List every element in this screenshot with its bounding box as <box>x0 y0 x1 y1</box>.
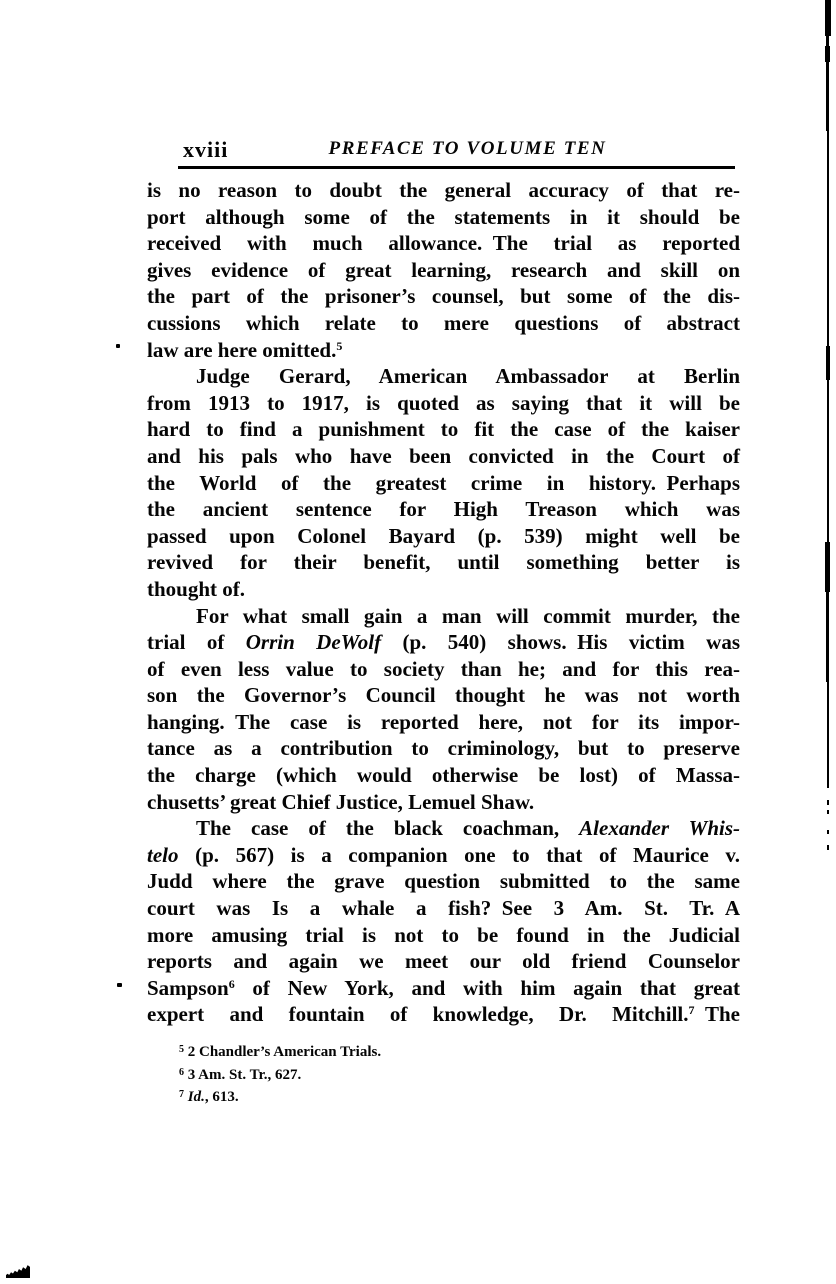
text-segment: law are here omitted. <box>147 337 337 362</box>
scan-edge-line <box>825 46 830 62</box>
footnote-marker: 5 <box>336 338 343 353</box>
scan-corner-blob <box>6 1263 30 1278</box>
text-segment: The case of the black coachman, <box>196 816 580 841</box>
footnotes <box>179 1041 659 1109</box>
text-line <box>147 1001 740 1028</box>
text-line <box>147 576 740 603</box>
text-line <box>147 523 740 550</box>
text-line <box>147 390 740 417</box>
text-segment: Judge Gerard, American Ambassador at Berlin <box>196 364 740 389</box>
text-segment: cussions which relate to mere questions of abstract <box>147 310 740 335</box>
paragraph <box>147 603 740 816</box>
text-line <box>147 629 740 656</box>
scan-speck <box>117 983 122 987</box>
text-line <box>147 470 740 497</box>
text-segment: (p. 567) is a companion one to that of Maurice v. <box>178 842 740 867</box>
footnote-line <box>179 1064 659 1087</box>
text-segment: the part of the prisoner’s counsel, but some of the dis- <box>147 284 740 309</box>
running-title: PREFACE TO VOLUME TEN <box>328 138 607 159</box>
text-line <box>147 230 740 257</box>
text-segment: Orrin DeWolf <box>245 630 382 655</box>
text-line <box>147 204 740 231</box>
text-segment: port although some of the statements in it should be <box>147 204 740 229</box>
text-segment: more amusing trial is not to be found in the Judicial <box>147 922 740 947</box>
text-line <box>147 762 740 789</box>
text-segment: The <box>694 1002 740 1027</box>
scan-edge-line <box>827 682 829 788</box>
footnote-line <box>179 1041 659 1064</box>
text-line <box>147 868 740 895</box>
text-segment: and his pals who have been convicted in the Court of <box>147 443 740 468</box>
text-segment: hard to find a punishment to fit the case of the kaiser <box>147 417 740 442</box>
text-line <box>147 922 740 949</box>
text-line <box>147 789 740 816</box>
text-segment: the charge (which would otherwise be lost) of Massa- <box>147 763 740 788</box>
text-line <box>147 895 740 922</box>
running-header <box>183 136 734 162</box>
text-segment: gives evidence of great learning, research and skill on <box>147 257 740 282</box>
text-line <box>147 337 740 364</box>
text-segment: hanging. The case is reported here, not for its impor- <box>147 709 740 734</box>
scan-speck <box>116 344 120 348</box>
text-segment: 2 Chandler’s American Trials. <box>184 1044 382 1060</box>
scan-edge-dot <box>827 810 829 814</box>
body-text <box>147 177 740 1028</box>
text-line <box>147 709 740 736</box>
scan-edge-dot <box>827 830 829 834</box>
text-segment: tance as a contribution to criminology, but to preserve <box>147 736 740 761</box>
text-line <box>147 310 740 337</box>
text-segment: thought of. <box>147 576 246 601</box>
text-segment: of New York, and with him again that great <box>234 975 740 1000</box>
text-segment: telo <box>147 842 179 867</box>
text-segment: Id. <box>187 1089 205 1105</box>
text-segment: Alexander Whis- <box>579 816 740 841</box>
footnote-marker: 6 <box>179 1066 184 1078</box>
text-line <box>147 603 740 630</box>
paragraph <box>147 363 740 602</box>
text-segment: For what small gain a man will commit murder, the <box>196 603 740 628</box>
text-segment: from 1913 to 1917, is quoted as saying that it will be <box>147 390 740 415</box>
text-line <box>147 549 740 576</box>
scan-edge-line <box>825 0 831 36</box>
text-line <box>147 177 740 204</box>
text-segment: , 613. <box>204 1089 239 1105</box>
footnote-line <box>179 1086 659 1109</box>
text-segment: court was Is a whale a fish? See 3 Am. St. Tr. A <box>147 896 740 921</box>
footnote-marker: 6 <box>228 976 235 991</box>
paragraph <box>147 815 740 1028</box>
text-line <box>147 656 740 683</box>
text-line <box>147 735 740 762</box>
scan-edge-dot <box>827 800 829 805</box>
scan-edge-line <box>827 131 829 346</box>
text-line <box>147 496 740 523</box>
text-segment: trial of <box>147 630 246 655</box>
text-line <box>147 283 740 310</box>
scan-edge-line <box>826 592 829 682</box>
header-rule <box>178 166 735 169</box>
text-segment: Sampson <box>147 975 229 1000</box>
scan-edge-line <box>827 380 829 542</box>
text-segment: passed upon Colonel Bayard (p. 539) might well be <box>147 523 740 548</box>
text-segment: of even less value to society than he; and for this rea- <box>147 656 740 681</box>
text-segment: Judd where the grave question submitted to the same <box>147 869 740 894</box>
footnote-marker: 7 <box>688 1003 695 1018</box>
scan-edge-line <box>825 542 830 592</box>
footnote-marker: 5 <box>179 1044 184 1055</box>
text-segment: chusetts’ great Chief Justice, Lemuel Shaw. <box>147 789 535 814</box>
text-line <box>147 443 740 470</box>
text-line <box>147 363 740 390</box>
text-segment: 3 Am. St. Tr., 627. <box>184 1066 302 1083</box>
text-line <box>147 842 740 869</box>
text-line <box>147 416 740 443</box>
text-line <box>147 682 740 709</box>
text-line <box>147 257 740 284</box>
text-segment: is no reason to doubt the general accuracy of that re- <box>147 178 740 202</box>
text-segment: the ancient sentence for High Treason which was <box>147 497 740 522</box>
text-segment: (p. 540) shows. His victim was <box>381 630 741 655</box>
text-segment: reports and again we meet our old friend Counselor <box>147 949 740 974</box>
text-segment: son the Governor’s Council thought he was not worth <box>147 683 740 708</box>
text-segment: received with much allowance. The trial as reported <box>147 231 740 256</box>
text-line <box>147 975 740 1002</box>
text-line <box>147 815 740 842</box>
text-segment: the World of the greatest crime in history. Perhaps <box>147 470 740 495</box>
scan-edge-line <box>826 346 830 380</box>
text-segment: expert and fountain of knowledge, Dr. Mitchill. <box>147 1002 689 1027</box>
scan-edge-dot <box>827 845 829 850</box>
text-segment: revived for their benefit, until something better is <box>147 550 740 575</box>
footnote-marker: 7 <box>179 1089 184 1100</box>
page-number: xviii <box>183 137 229 162</box>
paragraph <box>147 177 740 363</box>
text-line <box>147 948 740 975</box>
